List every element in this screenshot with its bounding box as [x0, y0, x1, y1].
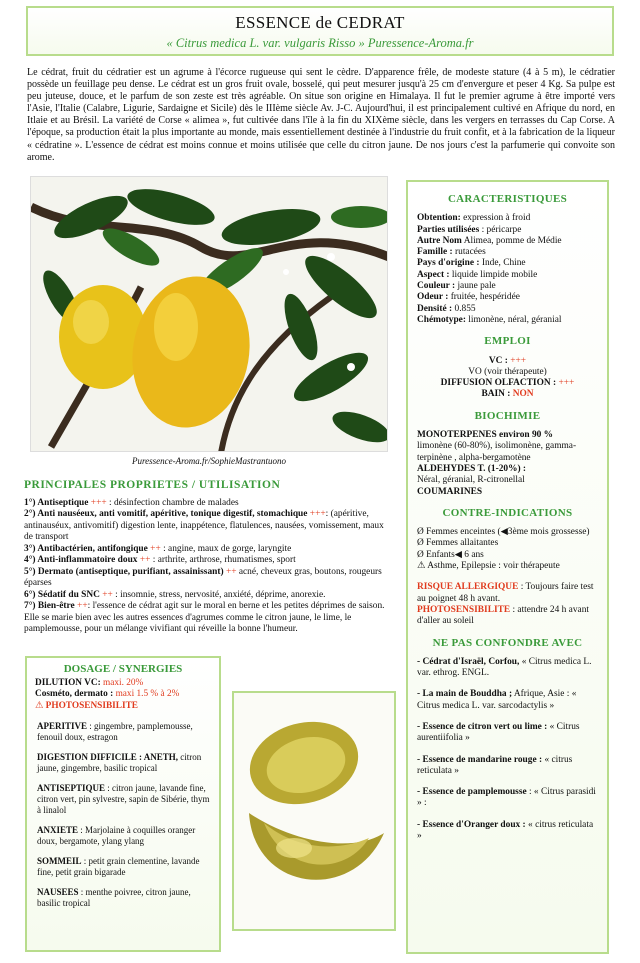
warning-icon: ⚠ — [35, 700, 44, 711]
emploi-diffusion: DIFFUSION OLFACTION : +++ — [440, 378, 575, 389]
confondre-item: - Essence d'Oranger doux : « citrus reticulata » — [417, 819, 594, 842]
intro-paragraph: Le cédrat, fruit du cédratier est un agrume à l'écorce rugueuse qui sent le cèdre. D'apparence frêle, de modeste stature (4 à 5 m), le cédratier possède un feuillage peu dense. Le cédrat est un gros fruit ovale, bosselé, qui peut mesurer jusqu'à 25 cm d'envergure et peser 4 Kg. Sa pulpe est peu juteuse, douce, et le parfum de son zeste est très agréable. On situe son origine en Himalaya. Il fut le premier agrume à être importé vers l'Asie, l'Italie (Calabre, Ligurie, Sardaigne et Sicile) dès le IIIème siècle Av. J-C. Aujourd'hui, il est principalement cultivé en Afrique du nord, en Itlaie et au Brésil. La variété de Corse « alimea », fut cultivée dans l'île à la fin du XIXème siècle, dans les vergers en terrasses du Cap Corse. A l'époque, sa production était la plus importante au monde, mais essentiellement destinée à l'industrie du fruit confit, et à la fabrication de la liqueur « cédratine ». L'essence de cédrat est moins connue et moins utilisée que celle du citron jaune. De nos jours c'est la parfumerie qui convoite son arome. — [27, 67, 615, 163]
property-item: 7°) Bien-être ++: l'essence de cédrat agit sur le moral en berne et les petites déprimes de saison. Elle se marie bien avec les autres essences d'agrumes comme le citron jaune, le lime, le pamplemousse, pour un mélange vivifiant qui réveille la bonne l'humeur. — [24, 601, 385, 634]
char-row: Parties utilisées : péricarpe — [417, 224, 522, 235]
property-item: 4°) Anti-inflammatoire doux ++ : arthrite, arthrose, rhumatismes, sport — [24, 555, 296, 565]
synergy-item: NAUSEES : menthe poivree, citron jaune, basilic tropical — [37, 887, 191, 908]
emploi-bain: BAIN : NON — [481, 389, 534, 400]
synergy-item: ANXIETE : Marjolaine à coquilles oranger doux, bergamote, ylang ylang — [37, 825, 196, 846]
photo-caption: Puressence-Aroma.fr/SophieMastrantuono — [131, 456, 287, 466]
contre-line: ⚠ Asthme, Epilepsie : voir thérapeute — [417, 561, 560, 572]
properties-section — [24, 466, 394, 636]
confondre-item: - Essence de mandarine rouge : « citrus reticulata » — [417, 754, 573, 776]
coum-label: COUMARINES — [417, 486, 483, 497]
emploi-vo: VO (voir thérapeute) — [468, 366, 547, 377]
mono-text: limonène (60-80%), isolimonène, gamma-terpinène , alpha-bergamotène — [417, 441, 577, 463]
biochimie-heading: BIOCHIMIE — [474, 409, 541, 422]
right-info-column — [406, 180, 609, 954]
confondre-item: - Cédrat d'Israël, Corfou, « Citrus medica L. var. ethrog. ENGL. — [417, 656, 592, 679]
cedrat-tree-photo — [30, 176, 388, 452]
candied-cedrat-photo — [232, 691, 396, 931]
contre-line: Ø Enfants◀ 6 ans — [417, 549, 484, 560]
char-row: Obtention: expression à froid — [417, 213, 531, 224]
properties-heading: PRINCIPALES PROPRIETES / UTILISATION — [24, 479, 281, 491]
char-row: Couleur : jaune pale — [417, 281, 496, 292]
dilution-vc: DILUTION VC: maxi. 20% — [35, 677, 144, 688]
property-item: 6°) Sédatif du SNC ++ : insomnie, stress, nervosité, anxiété, déprime, anorexie. — [24, 589, 326, 600]
cedrat-fruit-illustration — [31, 177, 388, 452]
ald-label: ALDEHYDES T. (1-20%) : — [417, 463, 527, 474]
property-item: 3°) Antibactérien, antifongique ++ : angine, maux de gorge, laryngite — [24, 543, 292, 554]
char-row: Densité : 0.855 — [417, 303, 476, 314]
dosage-heading: DOSAGE / SYNERGIES — [63, 663, 183, 675]
candied-fruit-illustration — [234, 693, 394, 929]
confondre-item: - Essence de citron vert ou lime : « Citrus aurentiifolia » — [417, 721, 580, 744]
synergy-item: ANTISEPTIQUE : citron jaune, lavande fine, citron vert, pin sylvestre, sapin de Sibérie, thym à linalol — [37, 783, 210, 815]
synergy-item: APERITIVE : gingembre, pamplemousse, fenouil doux, estragon — [37, 721, 193, 742]
emploi-vc: VC : +++ — [488, 355, 527, 366]
char-row: Autre Nom Alimea, pomme de Médie — [417, 235, 562, 246]
char-row: Chémotype: limonène, néral, géranial — [417, 314, 562, 325]
confondre-heading: NE PAS CONFONDRE AVEC — [432, 636, 583, 649]
page-subtitle: « Citrus medica L. var. vulgaris Risso » Puressence-Aroma.fr — [166, 36, 474, 50]
synergy-item: SOMMEIL : petit grain clementine, lavande fine, petit grain bigarade — [37, 856, 200, 877]
contre-heading: CONTRE-INDICATIONS — [442, 506, 573, 519]
property-item: 5°) Dermato (antiseptique, purifiant, assainissant) ++ acné, cheveux gras, boutons, rougeurs éparses — [24, 566, 382, 588]
title-banner — [26, 6, 614, 56]
property-item: 2°) Anti nauséeux, anti vomitif, apéritive, tonique digestif, stomachique +++: (apéritive, antinauséux, antivomitif) digestion lente, inappétence, flatulences, nausées, vomissement, maux de transport — [24, 509, 384, 542]
emploi-heading: EMPLOI — [484, 335, 531, 348]
char-row: Famille : rutacées — [417, 247, 486, 258]
allergy-risk: RISQUE ALLERGIQUE : Toujours faire test au poignet 48 h avant. — [417, 582, 594, 604]
mono-label: MONOTERPENES environ 90 % — [417, 430, 554, 441]
characteristics-heading: CARACTERISTIQUES — [447, 193, 568, 205]
contre-line: Ø Femmes enceintes (◀3ème mois grossesse) Ø Femmes allaitantes — [417, 527, 590, 549]
dosage-box — [25, 656, 221, 952]
synergy-item: DIGESTION DIFFICILE : ANETH, citron jaune, gingembre, basilic tropical — [37, 752, 202, 773]
photosensibility-warning: ⚠ PHOTOSENSIBILITE — [35, 700, 138, 711]
property-item: 1°) Antiseptique +++ : désinfection chambre de malades — [24, 497, 239, 508]
dilution-dermato: Cosméto, dermato : maxi 1.5 % à 2% — [35, 689, 180, 699]
char-row: Pays d'origine : Inde, Chine — [417, 258, 526, 269]
char-row: Odeur : fruitée, hespéridée — [417, 292, 520, 303]
page-title: ESSENCE de CEDRAT — [235, 13, 405, 32]
photosensibility: PHOTOSENSIBILITE : attendre 24 h avant d'aller au soleil — [417, 604, 589, 627]
char-row: Aspect : liquide limpide mobile — [417, 269, 538, 280]
ald-text: Néral, géranial, R-citronellal — [417, 475, 525, 486]
confondre-item: - La main de Bouddha ; Afrique, Asie : « Citrus medica L. var. sarcodactylis » — [417, 689, 577, 711]
confondre-item: - Essence de pamplemousse : « Citrus parasidi » : — [417, 787, 596, 809]
